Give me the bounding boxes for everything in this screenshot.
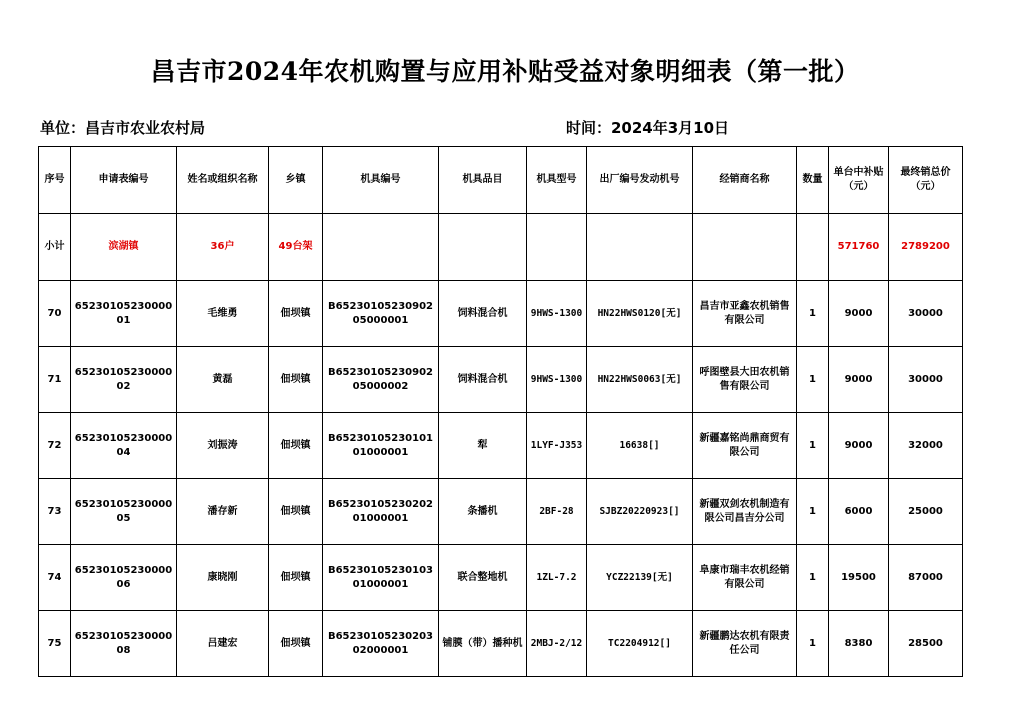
serial-number: TC2204912[] — [587, 611, 693, 677]
machine-category: 饲料混合机 — [439, 281, 527, 347]
quantity: 1 — [797, 479, 829, 545]
header-cell: 机具品目 — [439, 147, 527, 214]
header-cell: 机具型号 — [527, 147, 587, 214]
total-price: 28500 — [889, 611, 963, 677]
table-row — [39, 281, 963, 347]
row-number: 75 — [39, 611, 71, 677]
dealer-name: 呼图壁县大田农机销售有限公司 — [693, 347, 797, 413]
application-number: 6523010523000001 — [71, 281, 177, 347]
dealer-name: 阜康市瑞丰农机经销有限公司 — [693, 545, 797, 611]
quantity: 1 — [797, 281, 829, 347]
subsidy-amount: 6000 — [829, 479, 889, 545]
applicant-name: 黄磊 — [177, 347, 269, 413]
machine-number: B6523010523010301000001 — [323, 545, 439, 611]
application-number: 6523010523000006 — [71, 545, 177, 611]
summary-sets: 49台架 — [269, 214, 323, 281]
applicant-name: 潘存新 — [177, 479, 269, 545]
machine-number: B6523010523020302000001 — [323, 611, 439, 677]
header-cell: 序号 — [39, 147, 71, 214]
row-number: 71 — [39, 347, 71, 413]
page-title: 昌吉市2024年农机购置与应用补贴受益对象明细表（第一批） — [150, 57, 860, 86]
empty-cell — [323, 214, 439, 281]
table-row — [39, 413, 963, 479]
town-name: 佃坝镇 — [269, 479, 323, 545]
header-cell: 出厂编号发动机号 — [587, 147, 693, 214]
subsidy-amount: 9000 — [829, 413, 889, 479]
machine-category: 铺膜（带）播种机 — [439, 611, 527, 677]
header-cell: 经销商名称 — [693, 147, 797, 214]
date-label: 时间：2024年3月10日 — [566, 119, 730, 137]
machine-model: 1LYF-J353 — [527, 413, 587, 479]
total-price: 32000 — [889, 413, 963, 479]
serial-number: HN22HWS0120[无] — [587, 281, 693, 347]
machine-number: B6523010523090205000001 — [323, 281, 439, 347]
header-cell: 姓名或组织名称 — [177, 147, 269, 214]
header-row — [39, 147, 963, 214]
serial-number: 16638[] — [587, 413, 693, 479]
total-price: 87000 — [889, 545, 963, 611]
machine-number: B6523010523020201000001 — [323, 479, 439, 545]
machine-model: 1ZL-7.2 — [527, 545, 587, 611]
summary-label: 小计 — [39, 214, 71, 281]
summary-town: 滨湖镇 — [71, 214, 177, 281]
subsidy-amount: 19500 — [829, 545, 889, 611]
serial-number: YCZ22139[无] — [587, 545, 693, 611]
dealer-name: 新疆双剑农机制造有限公司昌吉分公司 — [693, 479, 797, 545]
summary-households: 36户 — [177, 214, 269, 281]
summary-subsidy-total: 571760 — [829, 214, 889, 281]
quantity: 1 — [797, 611, 829, 677]
application-number: 6523010523000004 — [71, 413, 177, 479]
applicant-name: 毛维勇 — [177, 281, 269, 347]
serial-number: HN22HWS0063[无] — [587, 347, 693, 413]
header-cell: 申请表编号 — [71, 147, 177, 214]
machine-category: 犁 — [439, 413, 527, 479]
machine-model: 2MBJ-2/12 — [527, 611, 587, 677]
total-price: 30000 — [889, 281, 963, 347]
town-name: 佃坝镇 — [269, 545, 323, 611]
town-name: 佃坝镇 — [269, 281, 323, 347]
dealer-name: 昌吉市亚鑫农机销售有限公司 — [693, 281, 797, 347]
subsidy-amount: 9000 — [829, 281, 889, 347]
empty-cell — [439, 214, 527, 281]
empty-cell — [527, 214, 587, 281]
application-number: 6523010523000005 — [71, 479, 177, 545]
subsidy-amount: 8380 — [829, 611, 889, 677]
table-row — [39, 545, 963, 611]
town-name: 佃坝镇 — [269, 413, 323, 479]
summary-row — [39, 214, 963, 281]
row-number: 73 — [39, 479, 71, 545]
header-cell: 机具编号 — [323, 147, 439, 214]
quantity: 1 — [797, 413, 829, 479]
header-cell: 乡镇 — [269, 147, 323, 214]
machine-category: 条播机 — [439, 479, 527, 545]
applicant-name: 刘振涛 — [177, 413, 269, 479]
empty-cell — [693, 214, 797, 281]
application-number: 6523010523000008 — [71, 611, 177, 677]
town-name: 佃坝镇 — [269, 347, 323, 413]
header-cell: 单台中补贴（元） — [829, 147, 889, 214]
dealer-name: 新疆鹏达农机有限责任公司 — [693, 611, 797, 677]
empty-cell — [797, 214, 829, 281]
machine-model: 9HWS-1300 — [527, 281, 587, 347]
table-body — [39, 281, 963, 677]
machine-number: B6523010523010101000001 — [323, 413, 439, 479]
total-price: 25000 — [889, 479, 963, 545]
summary-price-total: 2789200 — [889, 214, 963, 281]
machine-category: 联合整地机 — [439, 545, 527, 611]
total-price: 30000 — [889, 347, 963, 413]
dealer-name: 新疆嘉铭尚鼎商贸有限公司 — [693, 413, 797, 479]
unit-label: 单位：昌吉市农业农村局 — [40, 119, 206, 137]
quantity: 1 — [797, 545, 829, 611]
row-number: 70 — [39, 281, 71, 347]
applicant-name: 康晓刚 — [177, 545, 269, 611]
row-number: 74 — [39, 545, 71, 611]
subsidy-table — [38, 146, 963, 677]
machine-category: 饲料混合机 — [439, 347, 527, 413]
quantity: 1 — [797, 347, 829, 413]
empty-cell — [587, 214, 693, 281]
header-cell: 最终销总价（元） — [889, 147, 963, 214]
machine-model: 9HWS-1300 — [527, 347, 587, 413]
table-row — [39, 347, 963, 413]
application-number: 6523010523000002 — [71, 347, 177, 413]
serial-number: SJBZ20220923[] — [587, 479, 693, 545]
table-row — [39, 479, 963, 545]
table-row — [39, 611, 963, 677]
machine-model: 2BF-28 — [527, 479, 587, 545]
machine-number: B6523010523090205000002 — [323, 347, 439, 413]
applicant-name: 吕建宏 — [177, 611, 269, 677]
row-number: 72 — [39, 413, 71, 479]
header-cell: 数量 — [797, 147, 829, 214]
subsidy-amount: 9000 — [829, 347, 889, 413]
town-name: 佃坝镇 — [269, 611, 323, 677]
